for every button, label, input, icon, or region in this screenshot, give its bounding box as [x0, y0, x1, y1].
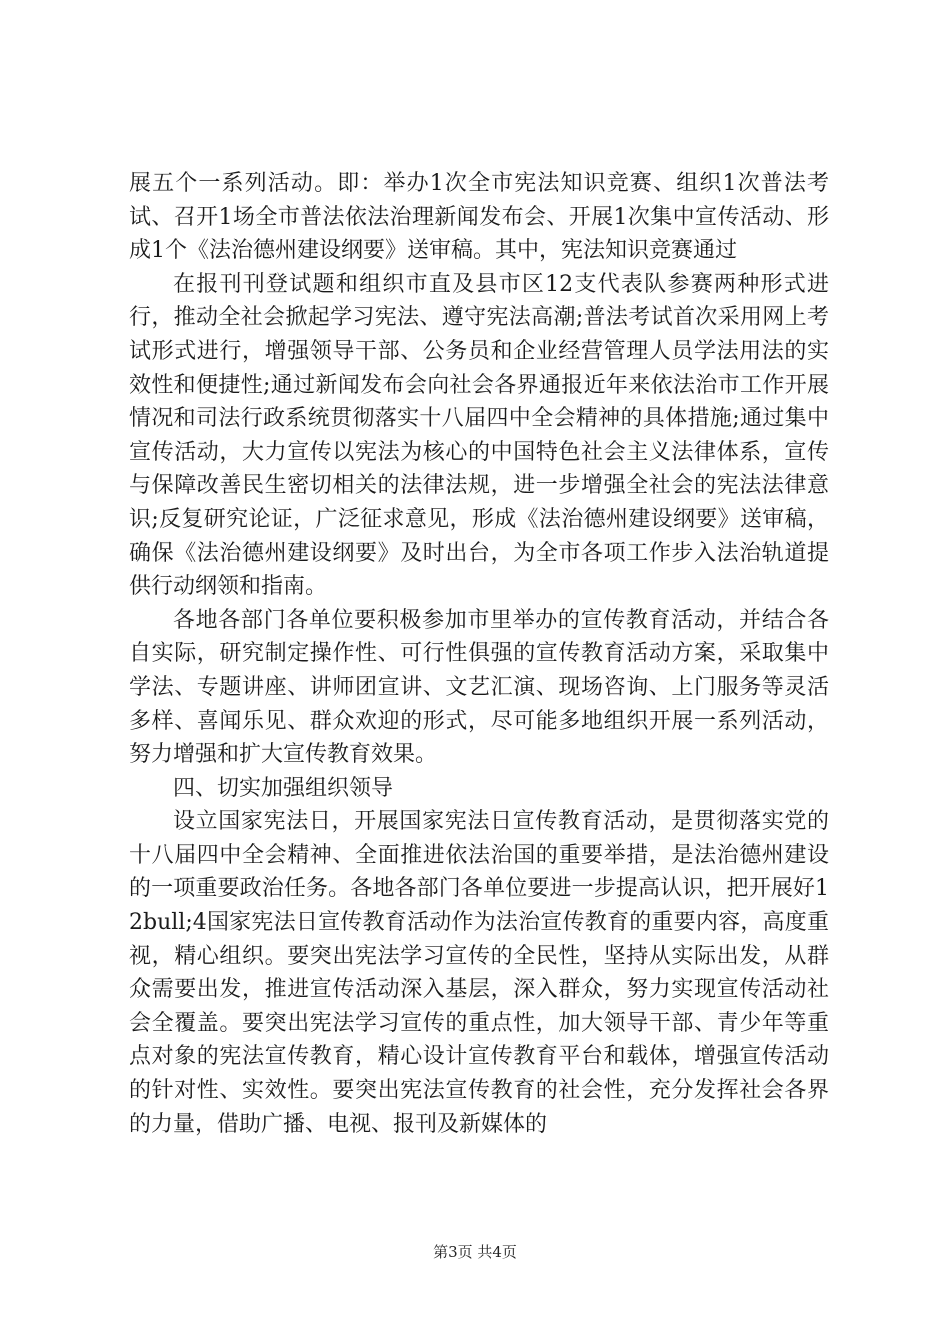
- page-number-footer: 第3页 共4页: [433, 1243, 517, 1261]
- section-heading-organization: 四、切实加强组织领导: [173, 775, 394, 801]
- paragraph-activity-details: 在报刊刊登试题和组织市直及县市区12支代表队参赛两种形式进行，推动全社会掀起学习宪法、遵守宪法高潮;普法考试首次采用网上考试形式进行，增强领导干部、公务员和企业经营管理人员学法用法的实效性和便捷性;通过新闻发布会向社会各界通报近年来依法治市工作开展情况和司法行政系统贯彻落实十八届四中全会精神的具体措施;通过集中宣传活动，大力宣传以宪法为核心的中国特色社会主义法律体系，宣传与保障改善民生密切相关的法律法规，进一步增强全社会的宪法法律意识;反复研究论证，广泛征求意见，形成《法治德州建设纲要》送审稿，确保《法治德州建设纲要》及时出台，为全市各项工作步入法治轨道提供行动纲领和指南。: [129, 271, 829, 600]
- paragraph-organization: 设立国家宪法日，开展国家宪法日宣传教育活动，是贯彻落实党的十八届四中全会精神、全面推进依法治国的重要举措，是法治德州建设的一项重要政治任务。各地各部门各单位要进一步提高认识，把开展好12bull;4国家宪法日宣传教育活动作为法治宣传教育的重要内容，高度重视，精心组织。要突出宪法学习宣传的全民性，坚持从实际出发，从群众需要出发，推进宣传活动深入基层，深入群众，努力实现宣传活动社会全覆盖。要突出宪法学习宣传的重点性，加大领导干部、青少年等重点对象的宪法宣传教育，精心设计宣传教育平台和载体，增强宣传活动的针对性、实效性。要突出宪法宣传教育的社会性，充分发挥社会各界的力量，借助广播、电视、报刊及新媒体的: [129, 809, 829, 1137]
- paragraph-continued: 展五个一系列活动。即：举办1次全市宪法知识竞赛、组织1次普法考试、召开1场全市普法依法治理新闻发布会、开展1次集中宣传活动、形成1个《法治德州建设纲要》送审稿。其中，宪法知识竞赛通过: [129, 171, 829, 264]
- document-body: [129, 167, 829, 1141]
- paragraph-participation: 各地各部门各单位要积极参加市里举办的宣传教育活动，并结合各自实际，研究制定操作性、可行性俱强的宣传教育活动方案，采取集中学法、专题讲座、讲师团宣讲、文艺汇演、现场咨询、上门服务等灵活多样、喜闻乐见、群众欢迎的形式，尽可能多地组织开展一系列活动，努力增强和扩大宣传教育效果。: [129, 607, 829, 768]
